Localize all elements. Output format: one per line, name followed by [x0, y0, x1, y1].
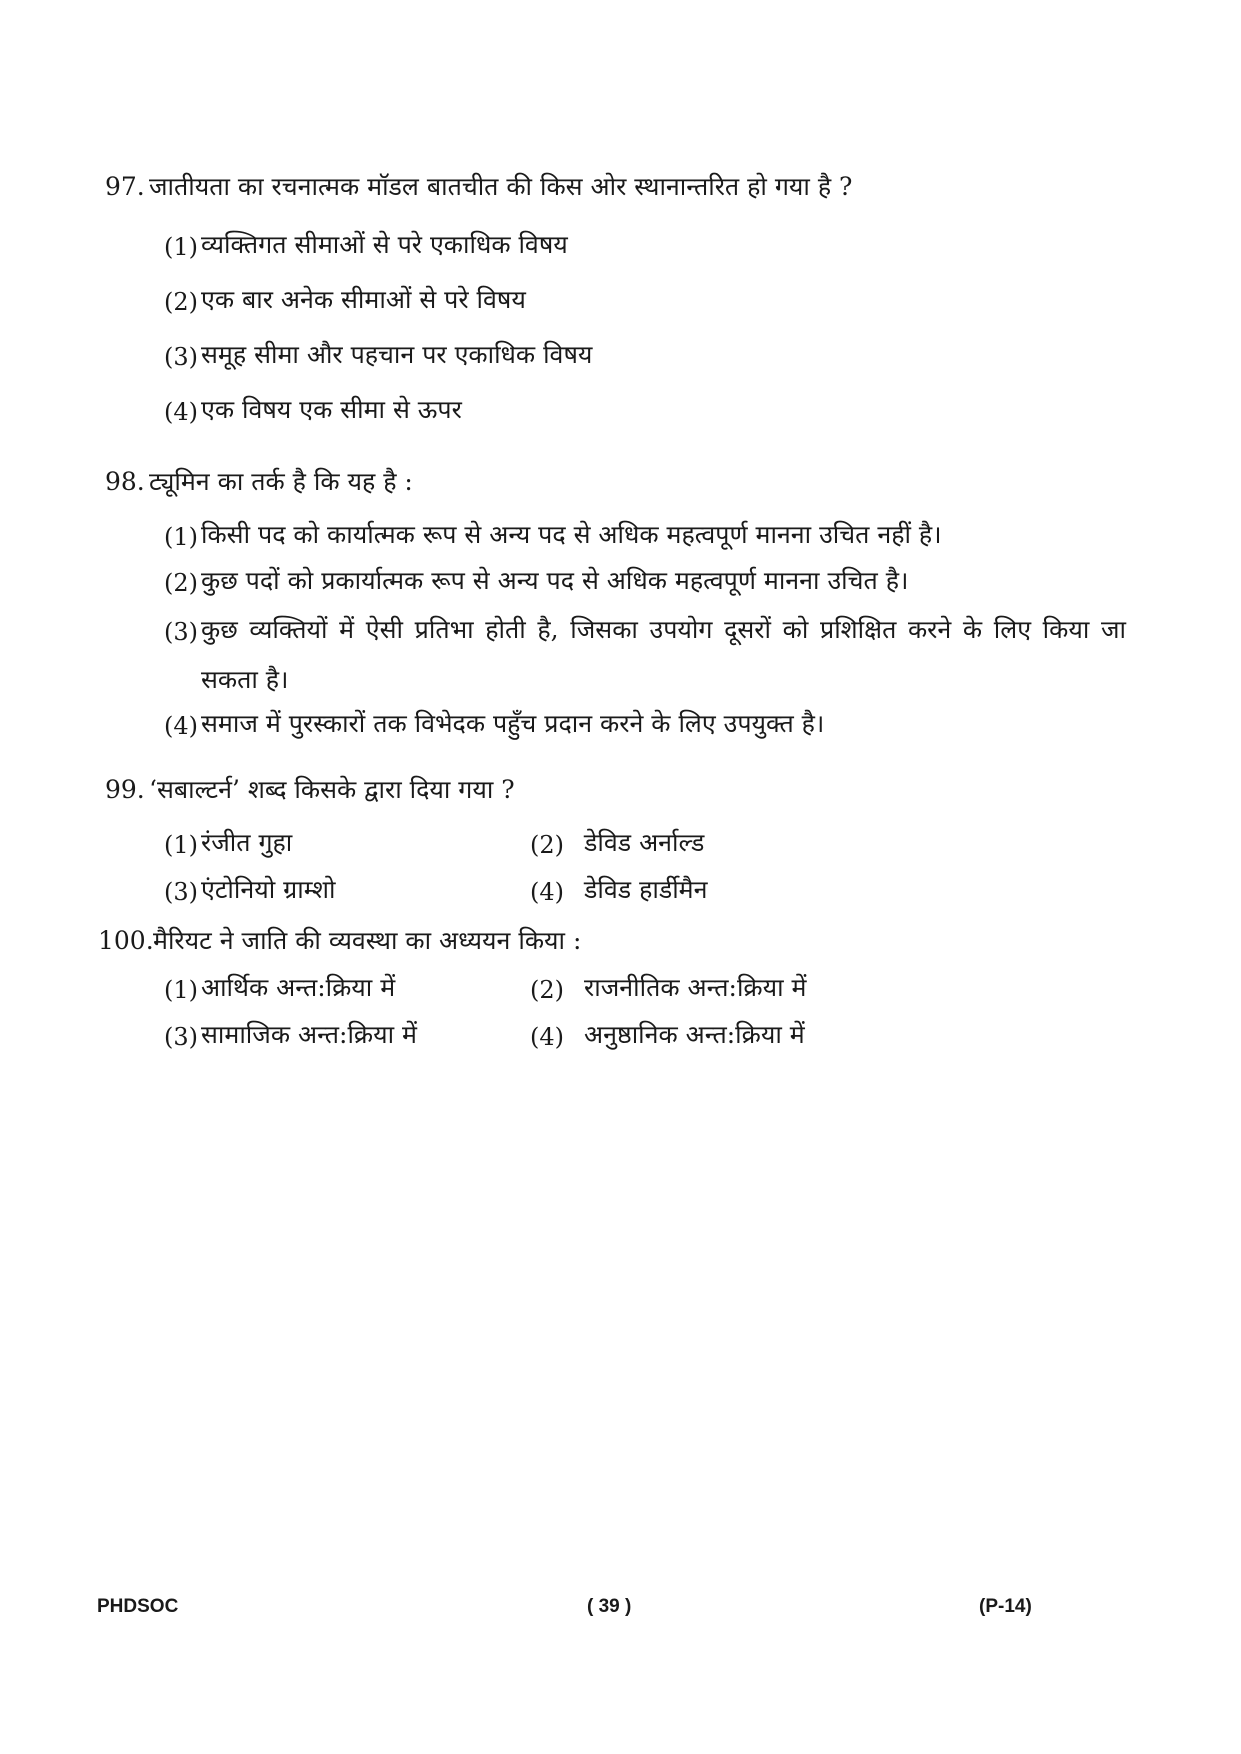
question-number: 100. — [98, 926, 154, 955]
option-label: (1) — [164, 523, 198, 551]
option-text: एक विषय एक सीमा से ऊपर — [201, 395, 462, 424]
question-number: 98. — [105, 467, 145, 496]
option-label: (4) — [530, 878, 564, 906]
option-label: (2) — [164, 569, 198, 597]
option-text: व्यक्तिगत सीमाओं से परे एकाधिक विषय — [201, 230, 568, 259]
option-label: (3) — [164, 1023, 198, 1051]
option-label: (1) — [164, 233, 198, 261]
footer-exam-code: PHDSOC — [97, 1596, 179, 1617]
option-text: कुछ व्यक्तियों में ऐसी प्रतिभा होती है, जिसका उपयोग दूसरों को प्रशिक्षित करने के लिए किया जा सकता है। — [201, 615, 1126, 694]
option-text: डेविड अर्नाल्ड — [584, 828, 705, 857]
option-text: कुछ पदों को प्रकार्यात्मक रूप से अन्य पद से अधिक महत्वपूर्ण मानना उचित है। — [201, 566, 909, 595]
option-label: (1) — [164, 831, 198, 859]
option-label: (4) — [164, 398, 198, 426]
option-label: (3) — [164, 618, 198, 646]
option-label: (4) — [164, 712, 198, 740]
option-text: समाज में पुरस्कारों तक विभेदक पहुँच प्रदान करने के लिए उपयुक्त है। — [201, 709, 825, 738]
option-text: किसी पद को कार्यात्मक रूप से अन्य पद से अधिक महत्वपूर्ण मानना उचित नहीं है। — [201, 520, 942, 549]
option-text: सामाजिक अन्त:क्रिया में — [201, 1020, 417, 1049]
footer-series: (P-14) — [979, 1596, 1032, 1617]
option-text: एक बार अनेक सीमाओं से परे विषय — [201, 285, 526, 314]
option-text: एंटोनियो ग्राम्शो — [201, 875, 336, 904]
option-label: (2) — [530, 831, 564, 859]
option-label: (4) — [530, 1023, 564, 1051]
option-text: राजनीतिक अन्त:क्रिया में — [584, 973, 807, 1002]
option-label: (3) — [164, 878, 198, 906]
option-label: (2) — [530, 976, 564, 1004]
question-text: मैरियट ने जाति की व्यवस्था का अध्ययन किया : — [153, 926, 582, 955]
question-number: 97. — [105, 172, 145, 201]
question-number: 99. — [105, 775, 145, 804]
option-text: डेविड हार्डीमैन — [584, 875, 708, 904]
option-label: (3) — [164, 343, 198, 371]
question-text: ‘सबाल्टर्न’ शब्द किसके द्वारा दिया गया ? — [149, 775, 515, 804]
option-text: आर्थिक अन्त:क्रिया में — [201, 973, 396, 1002]
question-text: ट्यूमिन का तर्क है कि यह है : — [149, 467, 413, 496]
option-label: (1) — [164, 976, 198, 1004]
option-text: अनुष्ठानिक अन्त:क्रिया में — [584, 1020, 805, 1049]
footer-page-number: ( 39 ) — [587, 1596, 632, 1617]
option-text: रंजीत गुहा — [201, 828, 293, 857]
option-label: (2) — [164, 288, 198, 316]
question-text: जातीयता का रचनात्मक मॉडल बातचीत की किस ओर स्थानान्तरित हो गया है ? — [149, 172, 853, 201]
option-text: समूह सीमा और पहचान पर एकाधिक विषय — [201, 340, 593, 369]
